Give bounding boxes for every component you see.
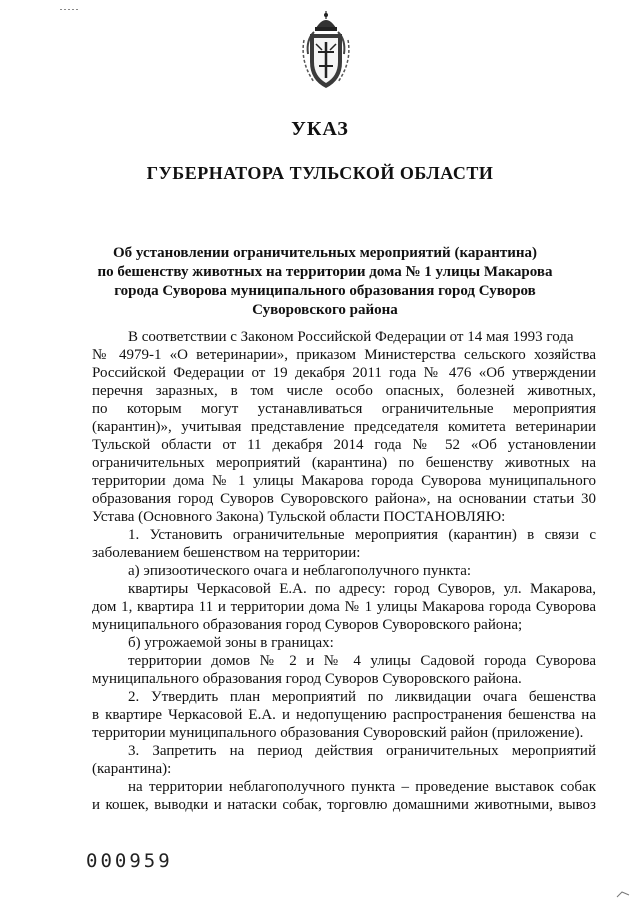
coat-of-arms-emblem xyxy=(296,10,356,92)
body-line: 1. Установить ограничительные мероприятия (карантин) в связи с xyxy=(128,527,596,543)
document-subject xyxy=(90,244,560,320)
issuer-title: ГУБЕРНАТОРА ТУЛЬСКОЙ ОБЛАСТИ xyxy=(146,163,494,183)
body-line: и кошек, выводки и натаски собак, торговлю домашними животными, вывоз xyxy=(92,797,596,813)
body-line: образования город Суворов Суворовского района», на основании статьи 30 xyxy=(92,491,596,507)
serial-number: 000959 xyxy=(86,850,173,872)
body-line: дом 1, квартира 11 и территории дома № 1 улицы Макарова города Суворова xyxy=(92,599,596,615)
body-line: муниципального образования город Суворов Суворовского района. xyxy=(92,671,522,687)
subject-line: Об установлении ограничительных мероприятий (карантина) xyxy=(112,245,537,261)
document-type-title: УКАЗ xyxy=(291,118,349,140)
body-line: заболеванием бешенством на территории: xyxy=(92,545,361,561)
body-line: (карантин)», учитывая представление председателя комитета ветеринарии xyxy=(92,419,596,435)
body-line: Российской Федерации от 19 декабря 2011 года № 476 «Об утверждении xyxy=(92,365,596,381)
body-line: муниципального образования город Суворов Суворовского района; xyxy=(92,617,523,633)
scan-speck xyxy=(60,8,78,11)
body-line: (карантина): xyxy=(92,761,172,777)
body-line: ограничительных мероприятий (карантина) по бешенству животных на xyxy=(92,455,596,471)
body-line: а) эпизоотического очага и неблагополучного пункта: xyxy=(128,563,472,579)
body-line: в квартире Черкасовой Е.А. и недопущению распространения бешенства на xyxy=(92,707,596,723)
body-line: квартиры Черкасовой Е.А. по адресу: город Суворов, ул. Макарова, xyxy=(128,581,596,597)
body-line: территории дома № 1 улицы Макарова города Суворова муниципального xyxy=(92,473,596,489)
subject-line: города Суворова муниципального образования город Суворов xyxy=(114,283,536,299)
body-line: территории муниципального образования Суворовский район (приложение). xyxy=(92,725,584,741)
body-line: Устава (Основного Закона) Тульской области ПОСТАНОВЛЯЮ: xyxy=(92,509,506,525)
subject-line: по бешенству животных на территории дома № 1 улицы Макарова xyxy=(97,264,553,280)
body-line: № 4979-1 «О ветеринарии», приказом Министерства сельского хозяйства xyxy=(92,347,596,363)
subject-line: Суворовского района xyxy=(252,302,398,318)
scan-corner-mark xyxy=(616,889,630,899)
body-line: по которым могут устанавливаться ограничительные мероприятия xyxy=(92,401,596,417)
body-line: территории домов № 2 и № 4 улицы Садовой города Суворова xyxy=(128,653,596,669)
decree-body xyxy=(92,328,596,814)
body-line: 3. Запретить на период действия ограничительных мероприятий xyxy=(128,743,596,759)
body-line: В соответствии с Законом Российской Федерации от 14 мая 1993 года xyxy=(128,329,574,345)
body-line: 2. Утвердить план мероприятий по ликвидации очага бешенства xyxy=(128,689,596,705)
body-line: перечня заразных, в том числе особо опасных, болезней животных, xyxy=(92,383,596,399)
body-line: Тульской области от 11 декабря 2014 года № 52 «Об установлении xyxy=(92,437,596,453)
body-line: на территории неблагополучного пункта – проведение выставок собак xyxy=(128,779,596,795)
body-line: б) угрожаемой зоны в границах: xyxy=(128,635,334,651)
